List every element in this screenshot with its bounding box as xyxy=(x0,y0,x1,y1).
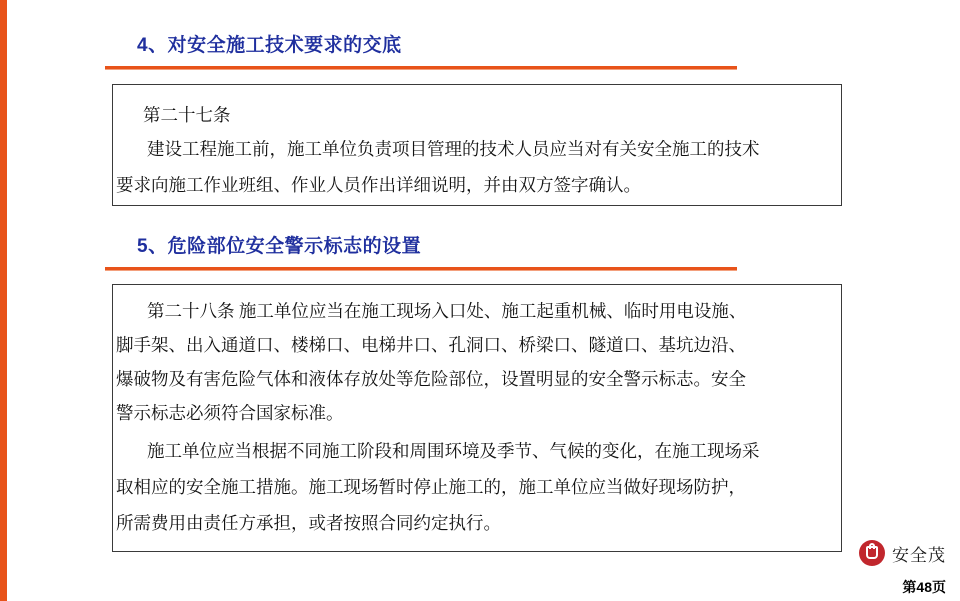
lock-icon xyxy=(859,540,885,566)
article-27-line-2: 要求向施工作业班组、作业人员作出详细说明，并由双方签字确认。 xyxy=(116,175,641,195)
section-divider-4 xyxy=(105,66,737,69)
section-divider-5 xyxy=(105,267,737,270)
article-27-line-1: 建设工程施工前，施工单位负责项目管理的技术人员应当对有关安全施工的技术 xyxy=(147,139,760,159)
section-heading-5: 5、危险部位安全警示标志的设置 xyxy=(137,236,422,257)
article-28-p2-line-2: 取相应的安全施工措施。施工现场暂时停止施工的，施工单位应当做好现场防护， xyxy=(116,477,746,497)
page-number: 第48页 xyxy=(902,579,946,595)
article-28-p2-line-3: 所需费用由责任方承担，或者按照合同约定执行。 xyxy=(116,513,501,533)
article-28-p1-line-1: 第二十八条 施工单位应当在施工现场入口处、施工起重机械、临时用电设施、 xyxy=(147,301,747,321)
article-27-title: 第二十七条 xyxy=(143,105,231,125)
article-28-p1-line-4: 警示标志必须符合国家标准。 xyxy=(116,403,344,423)
article-28-p1-line-3: 爆破物及有害危险气体和液体存放处等危险部位，设置明显的安全警示标志。安全 xyxy=(116,369,746,389)
brand-logo xyxy=(859,540,946,566)
article-28-p2-line-1: 施工单位应当根据不同施工阶段和周围环境及季节、气候的变化，在施工现场采 xyxy=(147,441,760,461)
article-28-p1-line-2: 脚手架、出入通道口、楼梯口、电梯井口、孔洞口、桥梁口、隧道口、基坑边沿、 xyxy=(116,335,746,355)
section-heading-4: 4、对安全施工技术要求的交底 xyxy=(137,35,402,56)
brand-name: 安全茂 xyxy=(892,545,946,565)
